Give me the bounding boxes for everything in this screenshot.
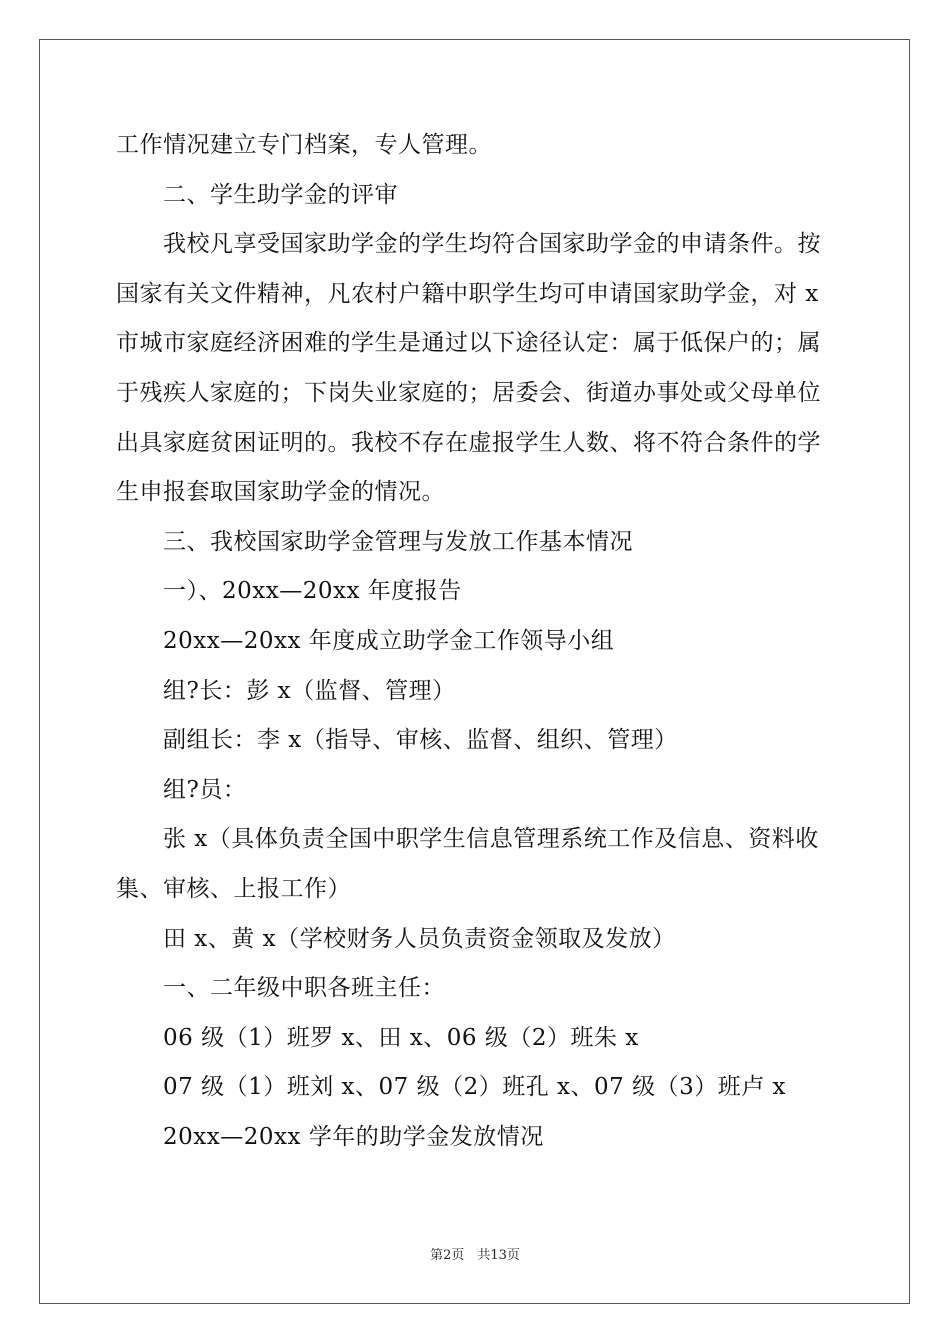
text-line: 20xx—20xx 学年的助学金发放情况 [163, 1123, 544, 1150]
text-line: 07 级（1）班刘 x、07 级（2）班孔 x、07 级（3）班卢 x [163, 1074, 786, 1101]
document-body [116, 121, 836, 1162]
text-line: 张 x（具体负责全国中职学生信息管理系统工作及信息、资料收 [163, 826, 819, 853]
text-line: 副组长：李 x（指导、审核、监督、组织、管理） [163, 727, 678, 754]
text-line: 出具家庭贫困证明的。我校不存在虚报学生人数、将不符合条件的学 [116, 429, 821, 456]
section-heading: 二、学生助学金的评审 [163, 181, 398, 208]
text-line: 国家有关文件精神，凡农村户籍中职学生均可申请国家助学金，对 x [116, 280, 819, 307]
text-line: 于残疾人家庭的；下岗失业家庭的；居委会、街道办事处或父母单位 [116, 379, 821, 406]
text-line: 20xx—20xx 年度成立助学金工作领导小组 [163, 627, 615, 654]
text-line: 我校凡享受国家助学金的学生均符合国家助学金的申请条件。按 [163, 231, 821, 258]
text-line: 组?长：彭 x（监督、管理） [163, 677, 456, 704]
text-line: 市城市家庭经济困难的学生是通过以下途径认定：属于低保户的；属 [116, 330, 821, 357]
text-line: 一、二年级中职各班主任： [163, 975, 445, 1002]
text-line: 组?员： [163, 776, 247, 803]
text-line: 06 级（1）班罗 x、田 x、06 级（2）班朱 x [163, 1024, 639, 1051]
page-number: 第2页 共13页 [430, 1248, 520, 1263]
text-line: 田 x、黄 x（学校财务人员负责资金领取及发放） [163, 925, 676, 952]
section-heading: 三、我校国家助学金管理与发放工作基本情况 [163, 528, 633, 555]
subsection-heading: 一）、20xx—20xx 年度报告 [163, 578, 462, 605]
text-line: 生申报套取国家助学金的情况。 [116, 479, 445, 506]
text-line: 工作情况建立专门档案，专人管理。 [116, 132, 492, 158]
text-line: 集、审核、上报工作） [116, 875, 351, 902]
